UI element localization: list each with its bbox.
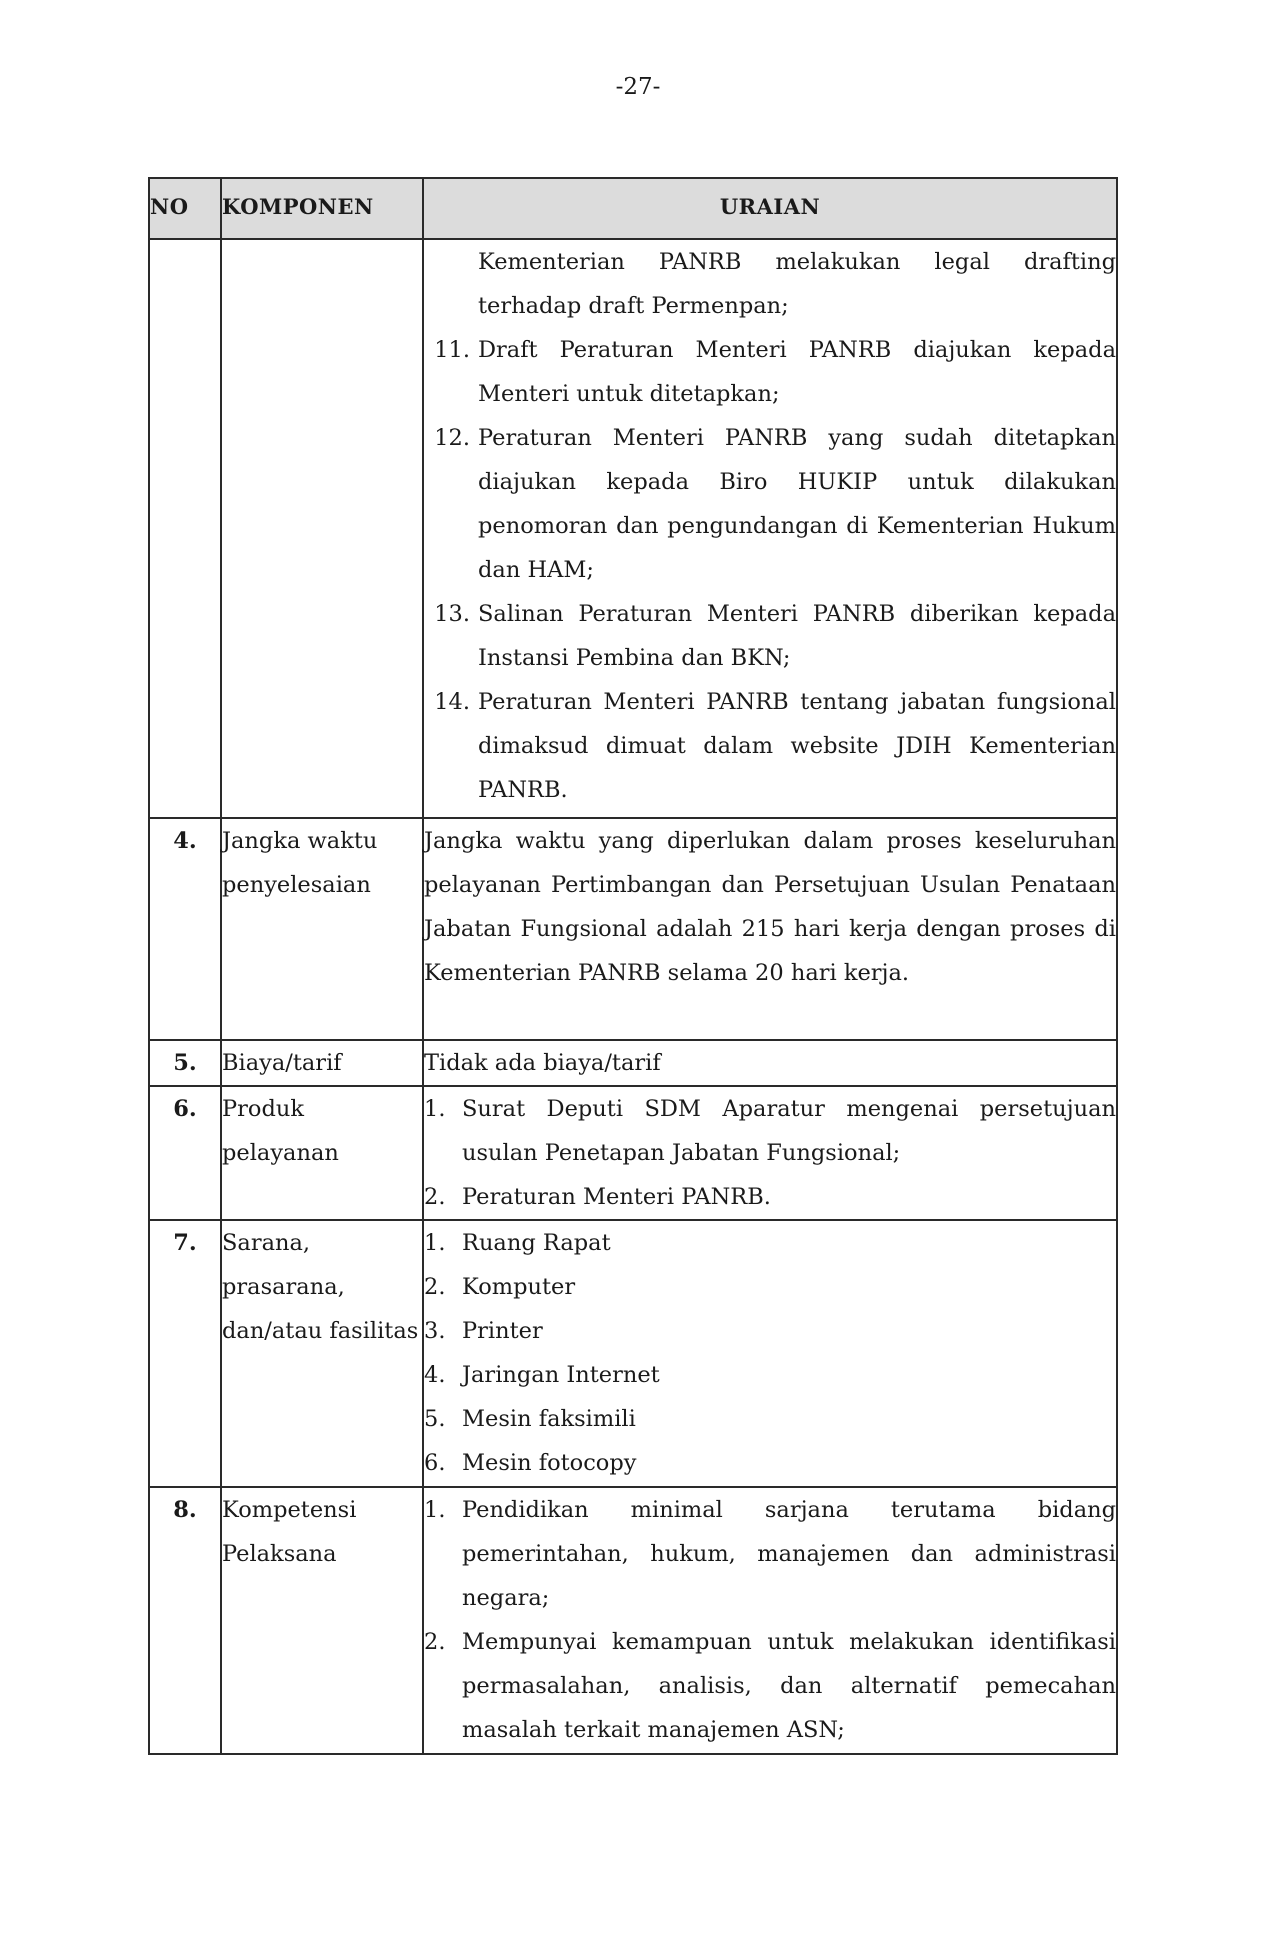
list-item (424, 416, 1116, 592)
table-header-row (149, 178, 1117, 239)
header-komponen: KOMPONEN (221, 178, 423, 239)
list-item (424, 1488, 1116, 1620)
list-number: 1. (424, 1497, 446, 1523)
list-text: Jaringan Internet (462, 1362, 660, 1388)
cell-komponen: Sarana, prasarana, dan/atau fasilitas (221, 1220, 423, 1487)
cell-uraian: Tidak ada biaya/tarif (423, 1040, 1117, 1086)
list-item (424, 1353, 1116, 1397)
table-row (149, 1086, 1117, 1220)
list-text: Surat Deputi SDM Aparatur mengenai persetujuan usulan Penetapan Jabatan Fungsional; (462, 1096, 1116, 1166)
list-number: 6. (424, 1450, 446, 1476)
list-text: Mesin fotocopy (462, 1450, 637, 1476)
list-text: Ruang Rapat (462, 1230, 611, 1256)
list-item (424, 1397, 1116, 1441)
list-item (424, 1221, 1116, 1265)
cell-no: 6. (149, 1086, 221, 1220)
cell-uraian (423, 1086, 1117, 1220)
list-text: Peraturan Menteri PANRB tentang jabatan fungsional dimaksud dimuat dalam website JDIH Kementerian PANRB. (478, 689, 1116, 803)
list-item (424, 592, 1116, 680)
list-text: Mesin faksimili (462, 1406, 636, 1432)
cell-no (149, 239, 221, 818)
continued-text: Kementerian PANRB melakukan legal drafting terhadap draft Permenpan; (478, 249, 1116, 319)
page-number: -27- (615, 74, 661, 100)
list-number: 12. (434, 425, 470, 451)
cell-komponen (221, 239, 423, 818)
cell-no: 7. (149, 1220, 221, 1487)
cell-no: 5. (149, 1040, 221, 1086)
table-row (149, 1040, 1117, 1086)
list-text: Salinan Peraturan Menteri PANRB diberikan kepada Instansi Pembina dan BKN; (478, 601, 1116, 671)
table-row (149, 1220, 1117, 1487)
cell-no: 8. (149, 1487, 221, 1754)
header-uraian: URAIAN (423, 178, 1117, 239)
list-number: 1. (424, 1096, 446, 1122)
table-row (149, 1487, 1117, 1754)
list-text: Draft Peraturan Menteri PANRB diajukan kepada Menteri untuk ditetapkan; (478, 337, 1116, 407)
list-item (424, 1441, 1116, 1485)
list-number: 4. (424, 1362, 446, 1388)
list-item (424, 1087, 1116, 1175)
table-row-continuation (149, 239, 1117, 818)
list-item (424, 1265, 1116, 1309)
list-item (424, 1309, 1116, 1353)
list-item (424, 328, 1116, 416)
list-number: 14. (434, 689, 470, 715)
list-number: 13. (434, 601, 470, 627)
list-text: Komputer (462, 1274, 576, 1300)
list-item (424, 1175, 1116, 1219)
list-text: Peraturan Menteri PANRB. (462, 1184, 771, 1210)
list-number: 2. (424, 1629, 446, 1655)
cell-no: 4. (149, 818, 221, 1040)
list-number: 3. (424, 1318, 446, 1344)
cell-komponen: Produk pelayanan (221, 1086, 423, 1220)
cell-uraian (423, 239, 1117, 818)
list-number: 1. (424, 1230, 446, 1256)
list-text: Mempunyai kemampuan untuk melakukan identifikasi permasalahan, analisis, dan alternatif pemecahan masalah terkait manajemen ASN; (462, 1629, 1116, 1743)
header-no: NO (149, 178, 221, 239)
cell-uraian (423, 1220, 1117, 1487)
list-number: 11. (434, 337, 470, 363)
list-text: Printer (462, 1318, 543, 1344)
list-number: 2. (424, 1274, 446, 1300)
service-standard-table (148, 177, 1118, 1755)
list-number: 2. (424, 1184, 446, 1210)
list-text: Peraturan Menteri PANRB yang sudah ditetapkan diajukan kepada Biro HUKIP untuk dilakukan penomoran dan pengundangan di Kementerian Hukum dan HAM; (478, 425, 1116, 583)
list-item (424, 680, 1116, 812)
list-text: Pendidikan minimal sarjana terutama bidang pemerintahan, hukum, manajemen dan administrasi negara; (462, 1497, 1116, 1611)
cell-komponen: Biaya/tarif (221, 1040, 423, 1086)
cell-uraian: Jangka waktu yang diperlukan dalam proses keseluruhan pelayanan Pertimbangan dan Persetujuan Usulan Penataan Jabatan Fungsional adalah 215 hari kerja dengan proses di Kementerian PANRB selama 20 hari kerja. (423, 818, 1117, 1040)
cell-uraian (423, 1487, 1117, 1754)
list-item (424, 1620, 1116, 1752)
cell-komponen: Jangka waktu penyelesaian (221, 818, 423, 1040)
list-number: 5. (424, 1406, 446, 1432)
cell-komponen: Kompetensi Pelaksana (221, 1487, 423, 1754)
table-row (149, 818, 1117, 1040)
